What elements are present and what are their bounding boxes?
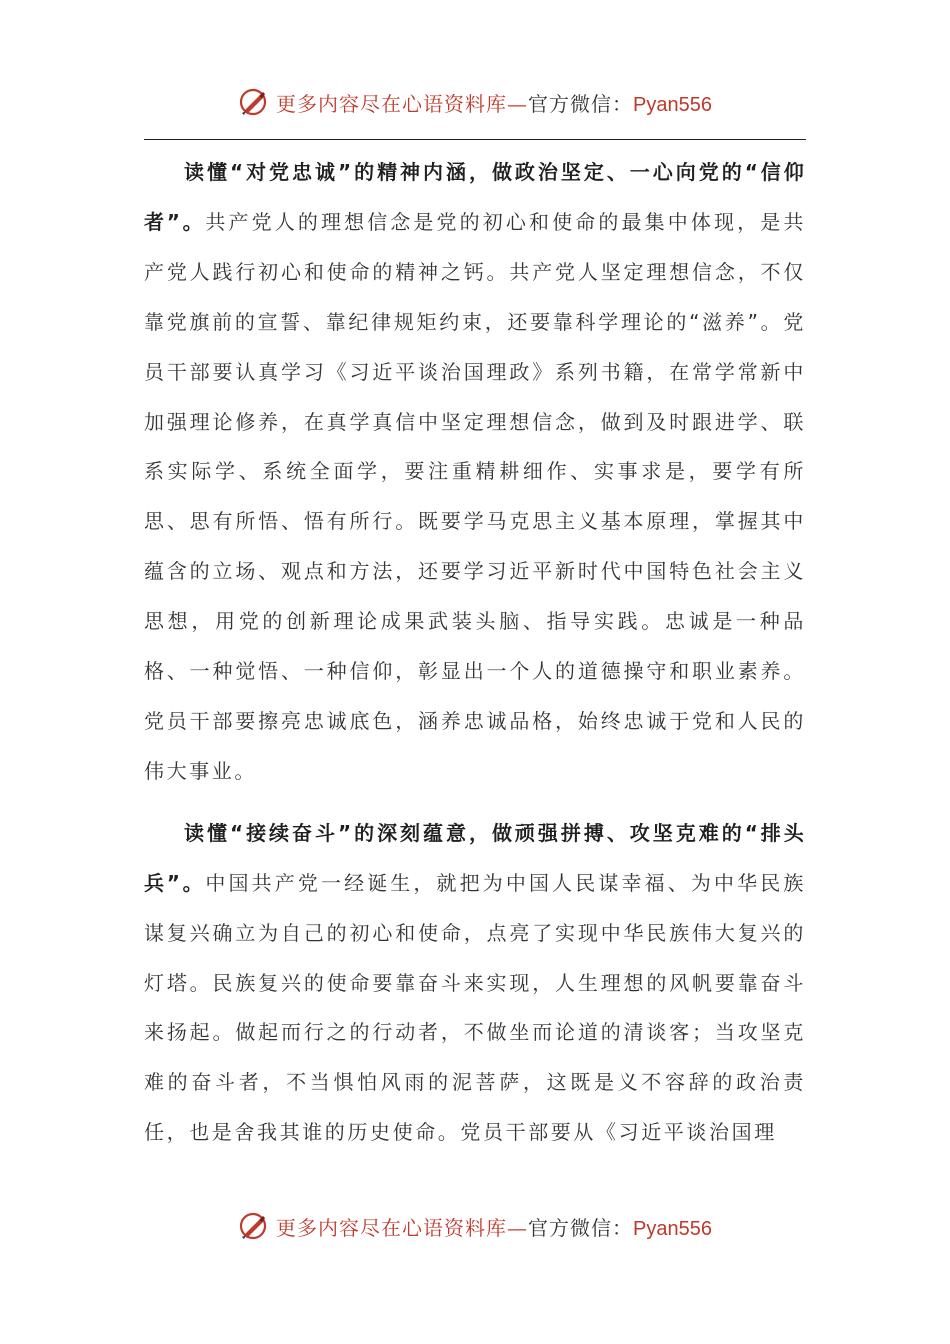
header-wechat-label: 官方微信：: [528, 91, 634, 116]
footer-site-name: 更多内容尽在心语资料库: [276, 1215, 508, 1240]
header-wechat-id: Pyan556: [633, 93, 712, 116]
header-banner: [0, 82, 950, 122]
footer-wechat-id: Pyan556: [633, 1217, 712, 1240]
header-banner-text: [276, 88, 712, 117]
header-divider: [144, 139, 806, 140]
paragraph-1-body: 共产党人的理想信念是党的初心和使命的最集中体现，是共产党人践行初心和使命的精神之钙。共产党人坚定理想信念，不仅靠党旗前的宣誓、靠纪律规矩约束，还要靠科学理论的“滋养”。党员干部要认真学习《习近平谈治国理政》系列书籍，在常学常新中加强理论修养，在真学真信中坚定理想信念，做到及时跟进学、联系实际学、系统全面学，要注重精耕细作、实事求是，要学有所思、思有所悟、悟有所行。既要学马克思主义基本原理，掌握其中蕴含的立场、观点和方法，还要学习近平新时代中国特色社会主义思想，用党的创新理论成果武装头脑、指导实践。忠诚是一种品格、一种觉悟、一种信仰，彰显出一个人的道德操守和职业素养。党员干部要擦亮忠诚底色，涵养忠诚品格，始终忠诚于党和人民的伟大事业。: [144, 209, 806, 783]
pen-logo-icon: [238, 87, 268, 117]
footer-dash: —: [507, 1215, 529, 1240]
footer-wechat-label: 官方微信：: [528, 1215, 634, 1240]
document-body: [144, 148, 806, 1158]
header-dash: —: [507, 91, 529, 116]
footer-banner-text: [276, 1212, 712, 1241]
paragraph-2: [144, 809, 806, 1158]
pen-logo-icon: [238, 1211, 268, 1241]
paragraph-2-body: 中国共产党一经诞生，就把为中国人民谋幸福、为中华民族谋复兴确立为自己的初心和使命，点亮了实现中华民族伟大复兴的灯塔。民族复兴的使命要靠奋斗来实现，人生理想的风帆要靠奋斗来扬起。做起而行之的行动者，不做坐而论道的清谈客；当攻坚克难的奋斗者，不当惧怕风雨的泥菩萨，这既是义不容辞的政治责任，也是舍我其谁的历史使命。党员干部要从《习近平谈治国理: [144, 870, 806, 1145]
header-site-name: 更多内容尽在心语资料库: [276, 91, 508, 116]
paragraph-1: [144, 148, 806, 797]
paragraph-1-heading: 读懂“对党忠诚”的精神内涵，做政治坚定、一心向党的“信仰者”。: [144, 160, 806, 234]
footer-banner: [0, 1206, 950, 1246]
paragraph-2-heading: 读懂“接续奋斗”的深刻蕴意，做顽强拼搏、攻坚克难的“排头兵”。: [144, 820, 806, 895]
